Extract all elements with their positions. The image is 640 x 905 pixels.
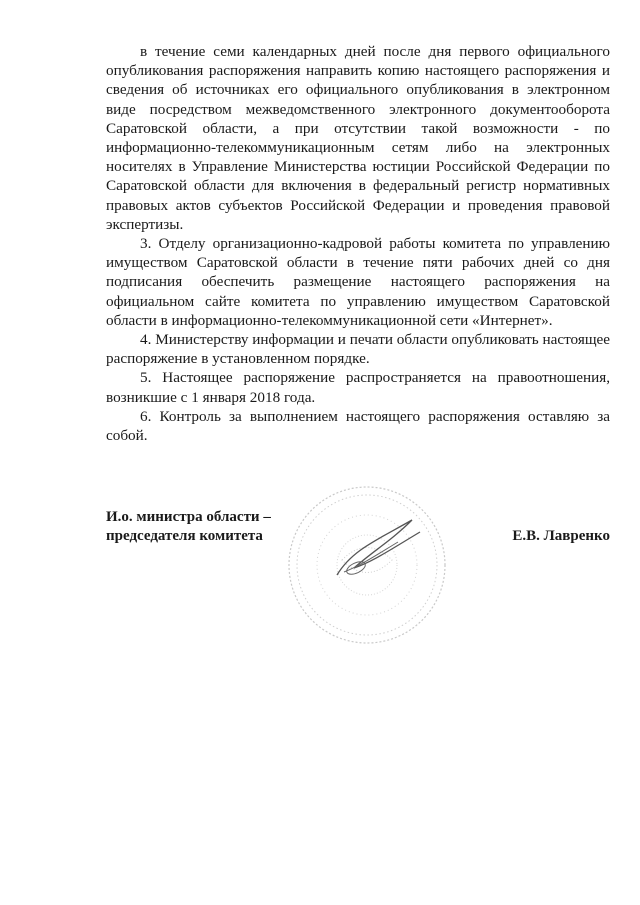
signatory-position [106,508,271,546]
paragraph-item-4: 4. Министерству информации и печати области опубликовать настоящее распоряжение в установленном порядке. [106,331,610,368]
signatory-position-line2: председателя комитета [106,528,263,544]
signatory-name: Е.В. Лавренко [512,528,610,544]
paragraph-item-5: 5. Настоящее распоряжение распространяется на правоотношения, возникшие с 1 января 2018 года. [106,369,610,406]
signature-block [106,500,610,630]
paragraph-continuation: в течение семи календарных дней после дня первого официального опубликования распоряжения направить копию настоящего распоряжения и сведения об источниках его официального опубликования в электронном виде посредством межведомственного электронного документооборота Саратовской области, а при отсутствии такой возможности - по информационно-телекоммуникационным сетям либо на электронных носителях в Управление Министерства юстиции Российской Федерации по Саратовской области для включения в федеральный регистр нормативных правовых актов субъектов Российской Федерации и проведения правовой экспертизы. [106,43,610,233]
paragraph-item-3: 3. Отделу организационно-кадровой работы комитета по управлению имуществом Саратовской области в течение пяти рабочих дней со дня подписания обеспечить размещение настоящего распоряжения на официальном сайте комитета по управлению имуществом Саратовской области в информационно-телекоммуникационной сети «Интернет». [106,235,610,329]
round-seal-icon [282,480,452,650]
signatory-position-line1: И.о. министра области – [106,509,271,525]
handwritten-signature-icon [337,520,420,577]
paragraph-item-6: 6. Контроль за выполнением настоящего распоряжения оставляю за собой. [106,407,610,445]
document-body [106,42,610,445]
